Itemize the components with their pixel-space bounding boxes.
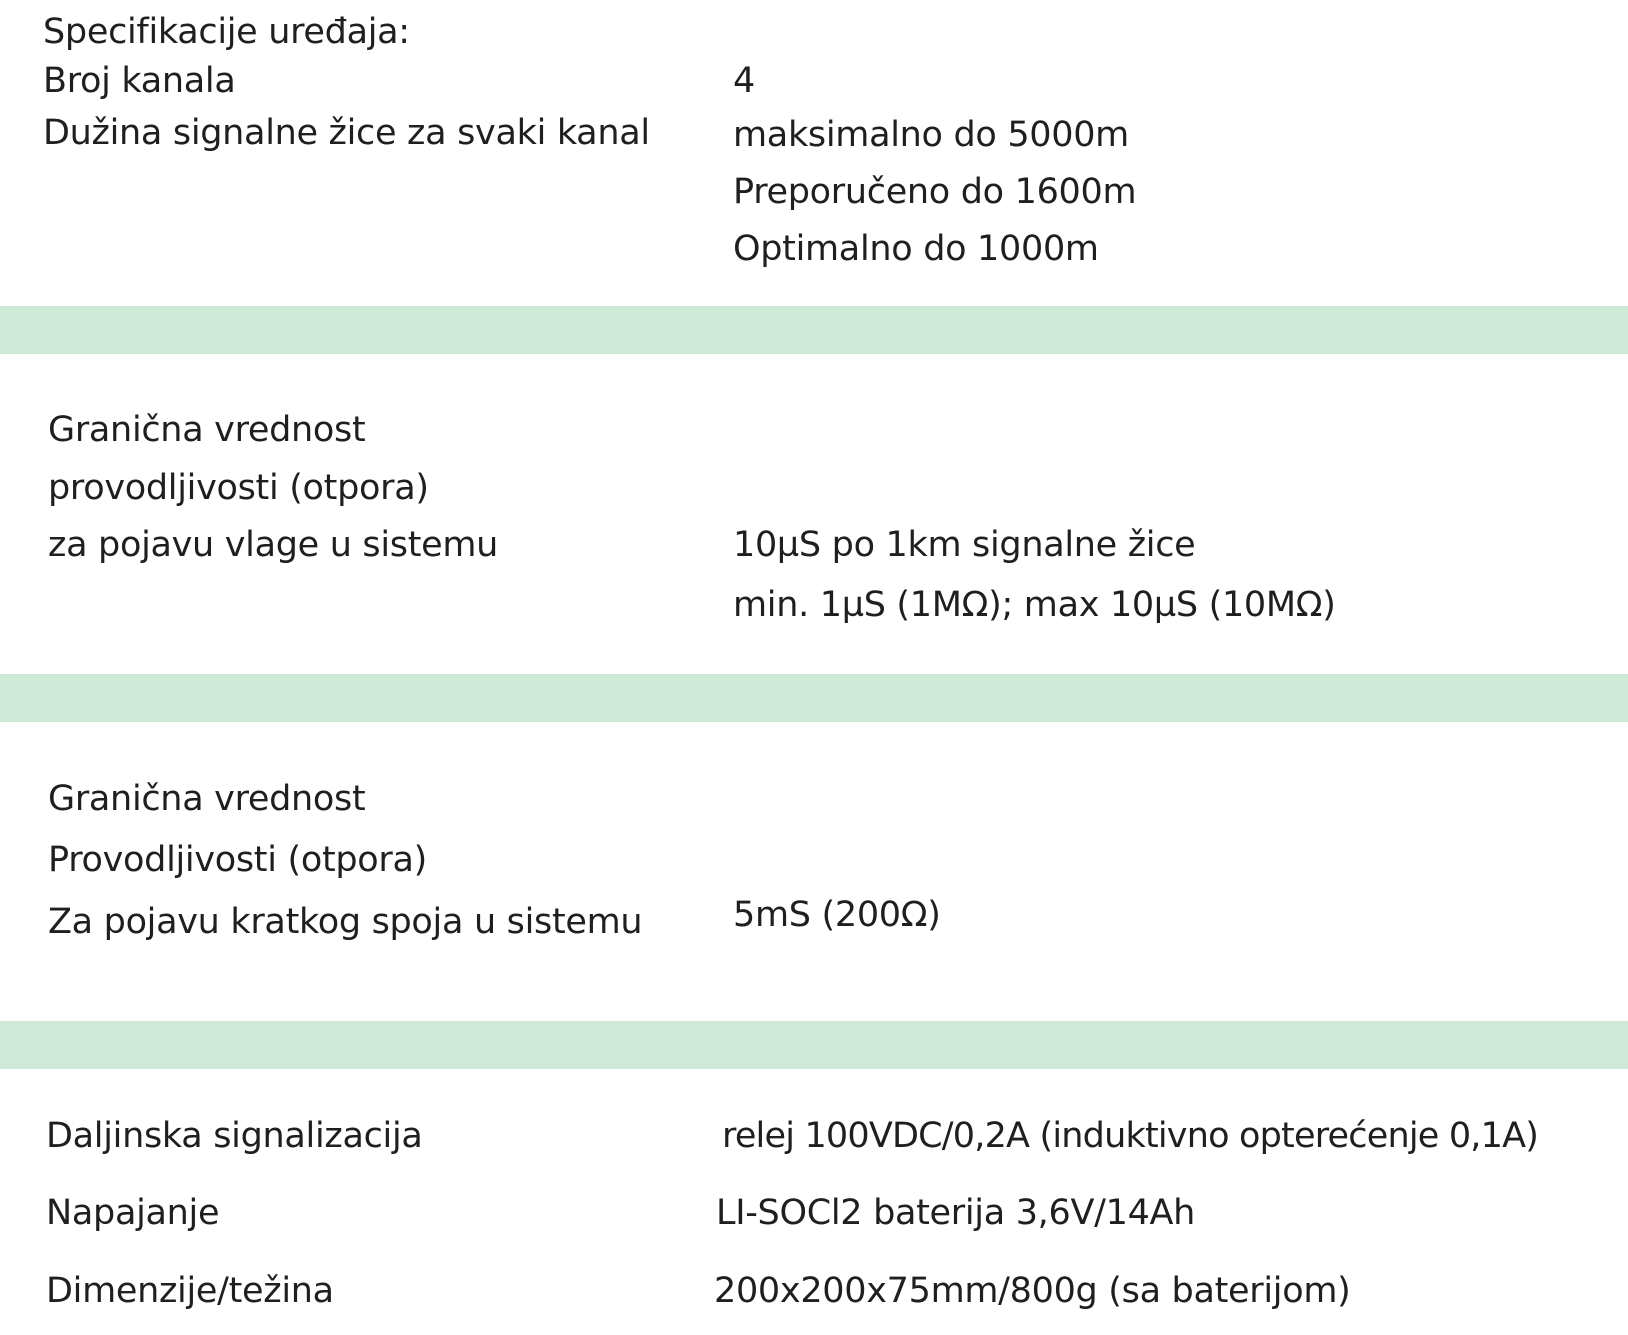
label-dimensions-weight: Dimenzije/težina <box>46 1271 334 1311</box>
label-remote-signaling: Daljinska signalizacija <box>46 1116 423 1156</box>
spec-title: Specifikacije uređaja: <box>43 12 410 52</box>
label-moisture-line-2: provodljivosti (otpora) <box>48 468 429 508</box>
label-moisture-line-3: za pojavu vlage u sistemu <box>48 525 499 565</box>
label-moisture-line-1: Granična vrednost <box>48 410 366 450</box>
value-power-supply: LI-SOCl2 baterija 3,6V/14Ah <box>716 1193 1196 1233</box>
value-wire-length-max: maksimalno do 5000m <box>733 115 1129 155</box>
label-short-circuit-line-2: Provodljivosti (otpora) <box>48 840 427 880</box>
value-moisture-threshold: 10µS po 1km signalne žice <box>733 525 1196 565</box>
value-wire-length-recommended: Preporučeno do 1600m <box>733 172 1137 212</box>
divider-band <box>0 674 1628 722</box>
label-short-circuit-line-1: Granična vrednost <box>48 779 366 819</box>
value-wire-length-optimal: Optimalno do 1000m <box>733 229 1099 269</box>
value-dimensions-weight: 200x200x75mm/800g (sa baterijom) <box>714 1271 1351 1311</box>
label-power-supply: Napajanje <box>46 1193 220 1233</box>
value-remote-signaling: relej 100VDC/0,2A (induktivno opterećenje 0,1A) <box>722 1116 1539 1156</box>
value-channel-count: 4 <box>733 61 755 101</box>
label-short-circuit-line-3: Za pojavu kratkog spoja u sistemu <box>48 902 643 942</box>
label-wire-length: Dužina signalne žice za svaki kanal <box>43 113 650 153</box>
value-moisture-range: min. 1µS (1MΩ); max 10µS (10MΩ) <box>733 585 1336 625</box>
divider-band <box>0 1021 1628 1069</box>
value-short-circuit-threshold: 5mS (200Ω) <box>733 895 941 935</box>
label-channel-count: Broj kanala <box>43 61 236 101</box>
divider-band <box>0 306 1628 354</box>
